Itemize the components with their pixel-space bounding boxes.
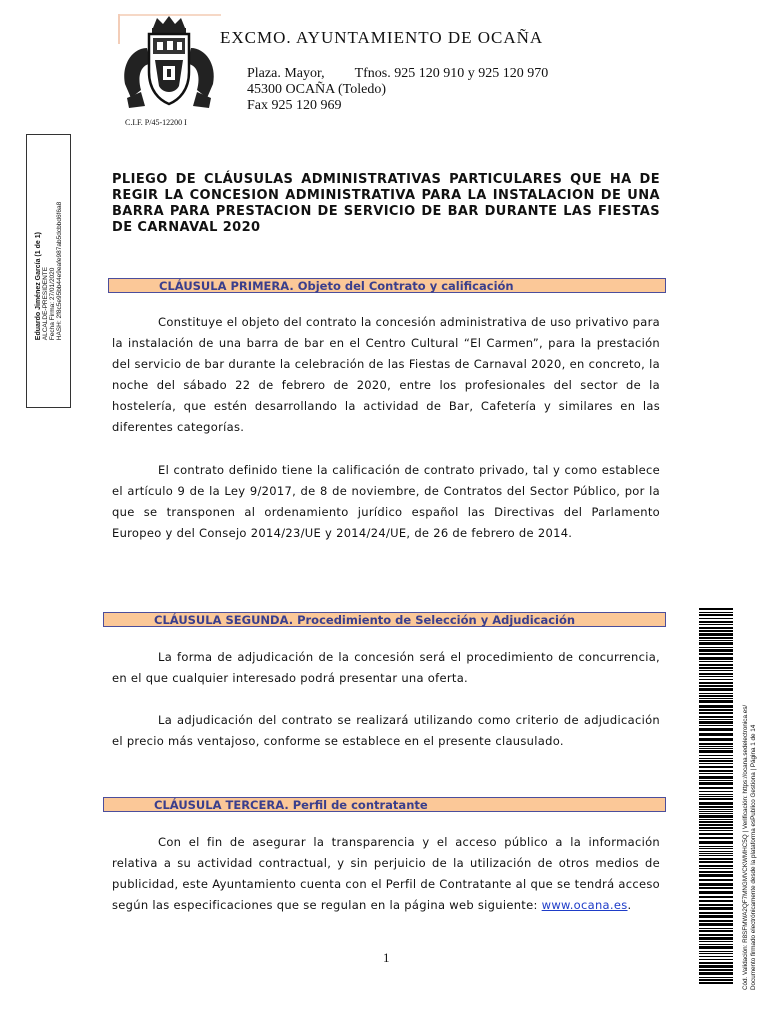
clause-2-heading: CLÁUSULA SEGUNDA. Procedimiento de Selección y Adjudicación <box>103 612 666 627</box>
signature-date: Fecha Firma: 27/01/2020 <box>48 267 56 341</box>
validation-platform: Documento firmado electrónicamente desde la plataforma esPublico Gestiona | Página 1 de 14 <box>750 724 757 990</box>
coat-of-arms-logo <box>117 14 221 112</box>
clause-3-paragraph-1: Con el fin de asegurar la transparencia y el acceso público a la información relativa a su actividad contractual, y sin perjuicio de la utilización de otros medios de publicidad, este Ayuntamiento cuenta con el Perfil de Contratante al que se tendrá acceso según las especificaciones que se regulan en la página web siguiente: www.ocana.es. <box>112 835 660 912</box>
clause-3-heading: CLÁUSULA TERCERA. Perfil de contratante <box>103 797 666 812</box>
address-street: Plaza. Mayor, <box>247 66 325 81</box>
signer-role: ALCALDE-PRESIDENTE <box>41 266 49 341</box>
address-city: 45300 OCAÑA (Toledo) <box>247 82 387 97</box>
tax-id: C.I.F. P/45-12200 I <box>125 118 187 127</box>
clause-1-paragraph-1: Constituye el objeto del contrato la concesión administrativa de uso privativo para la instalación de una barra de bar en el Centro Cultural “El Carmen”, para la prestación del servicio de bar durante la celebración de las Fiestas de Carnaval 2020, en concreto, la noche del sábado 22 de febrero de 2020, entre los profesionales del sector de la hostelería, que estén desarrollando la actividad de Bar, Cafetería y similares en las diferentes categorías. <box>112 315 660 434</box>
validation-text <box>742 705 758 990</box>
validation-code: Cód. Validación: R8SFMWA2QF7MNGMVCKWMHC5Q | Verificación: https://ocana.sedelectronica.es/ <box>742 704 749 990</box>
website-link[interactable]: www.ocana.es <box>541 898 628 912</box>
clause-2-paragraph-1: La forma de adjudicación de la concesión será el procedimiento de concurrencia, en el que cualquier interesado podrá presentar una oferta. <box>112 650 660 685</box>
phone-numbers: Tfnos. 925 120 910 y 925 120 970 <box>354 66 549 81</box>
signature-hash: HASH: 2f8c5e95bb44e9eafe987ab5dcbbd6f6a8 <box>55 201 63 341</box>
page-number: 1 <box>383 950 390 965</box>
signer-name: Eduardo Jiménez García (1 de 1) <box>34 232 42 341</box>
clause-1-paragraph-2: El contrato definido tiene la calificación de contrato privado, tal y como establece el artículo 9 de la Ley 9/2017, de 8 de noviembre, de Contratos del Sector Público, por la que se transponen al ordenamiento jurídico español las Directivas del Parlamento Europeo y del Consejo 2014/23/UE y 2014/24/UE, de 26 de febrero de 2014. <box>112 463 660 540</box>
address-block <box>247 66 548 114</box>
signature-stamp <box>26 134 71 408</box>
clause-2-paragraph-2: La adjudicación del contrato se realizará utilizando como criterio de adjudicación el precio más ventajoso, conforme se establece en el presente clausulado. <box>112 713 660 748</box>
verification-barcode <box>699 608 733 984</box>
fax-number: Fax 925 120 969 <box>247 98 342 113</box>
document-title: PLIEGO DE CLÁUSULAS ADMINISTRATIVAS PARTICULARES QUE HA DE REGIR LA CONCESION ADMINISTRATIVA PARA LA INSTALACION DE UNA BARRA PARA PRESTACION DE SERVICIO DE BAR DURANTE LAS FIESTAS DE CARNAVAL 2020 <box>112 172 660 235</box>
organization-name: EXCMO. AYUNTAMIENTO DE OCAÑA <box>220 28 544 47</box>
clause-1-heading: CLÁUSULA PRIMERA. Objeto del Contrato y calificación <box>108 278 666 293</box>
